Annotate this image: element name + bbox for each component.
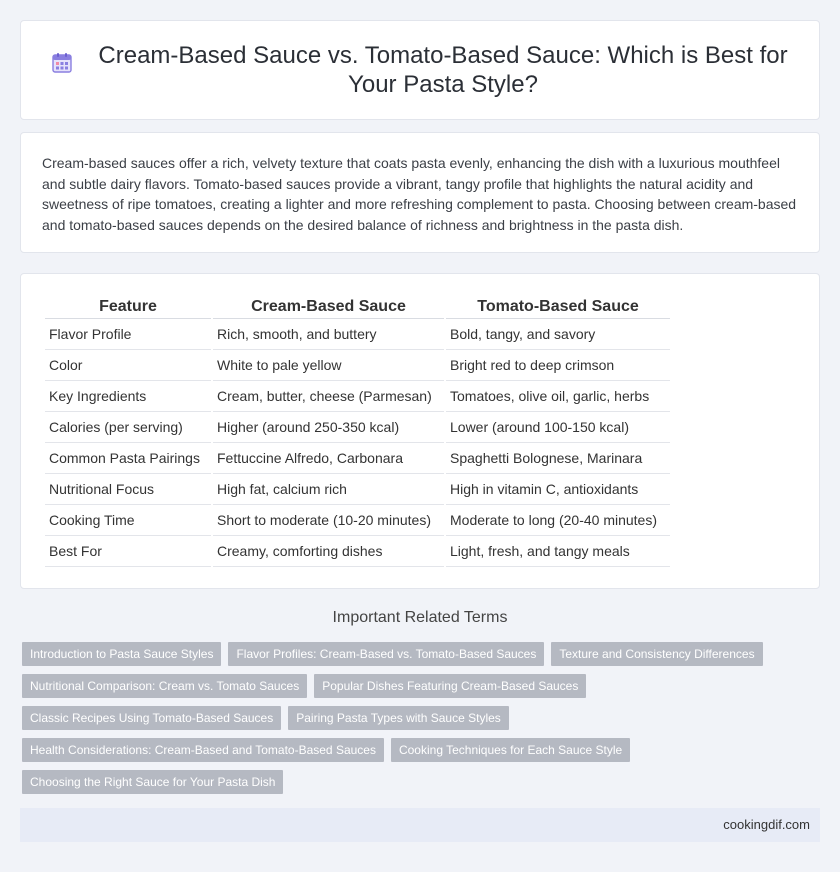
page-title: Cream-Based Sauce vs. Tomato-Based Sauce: Which is Best for Your Pasta Style? — [98, 42, 788, 98]
feature-cell: Best For — [45, 536, 211, 567]
table-row — [45, 350, 670, 381]
footer — [20, 808, 820, 842]
related-terms-heading: Important Related Terms — [332, 609, 508, 626]
cream-cell: White to pale yellow — [213, 350, 444, 381]
related-term-tag[interactable]: Texture and Consistency Differences — [551, 642, 762, 666]
intro-card — [20, 132, 820, 253]
comparison-table — [43, 295, 672, 567]
cream-cell: Higher (around 250-350 kcal) — [213, 412, 444, 443]
tomato-cell: Bold, tangy, and savory — [446, 319, 670, 350]
related-term-tag[interactable]: Introduction to Pasta Sauce Styles — [22, 642, 221, 666]
cream-cell: Fettuccine Alfredo, Carbonara — [213, 443, 444, 474]
header-feature: Feature — [45, 295, 211, 319]
header-cream: Cream-Based Sauce — [213, 295, 444, 319]
feature-cell: Calories (per serving) — [45, 412, 211, 443]
title-wrap — [50, 41, 790, 99]
tomato-cell: Light, fresh, and tangy meals — [446, 536, 670, 567]
feature-cell: Cooking Time — [45, 505, 211, 536]
tomato-cell: Spaghetti Bolognese, Marinara — [446, 443, 670, 474]
table-row — [45, 381, 670, 412]
related-term-tag[interactable]: Popular Dishes Featuring Cream-Based Sauces — [314, 674, 586, 698]
header-tomato: Tomato-Based Sauce — [446, 295, 670, 319]
footer-site-link[interactable]: cookingdif.com — [723, 817, 810, 832]
table-header-row — [45, 295, 670, 319]
related-term-tag[interactable]: Flavor Profiles: Cream-Based vs. Tomato-Based Sauces — [228, 642, 544, 666]
table-row — [45, 443, 670, 474]
tomato-cell: High in vitamin C, antioxidants — [446, 474, 670, 505]
related-term-tag[interactable]: Health Considerations: Cream-Based and Tomato-Based Sauces — [22, 738, 384, 762]
cream-cell: Rich, smooth, and buttery — [213, 319, 444, 350]
table-row — [45, 412, 670, 443]
cream-cell: Creamy, comforting dishes — [213, 536, 444, 567]
related-terms-list — [22, 642, 812, 794]
tomato-cell: Lower (around 100-150 kcal) — [446, 412, 670, 443]
intro-paragraph: Cream-based sauces offer a rich, velvety texture that coats pasta evenly, enhancing the dish with a luxurious mouthfeel and subtle dairy flavors. Tomato-based sauces provide a vibrant, tangy profile that highlights the natural acidity and sweetness of ripe tomatoes, creating a lighter and more refreshing complement to pasta. Choosing between cream-based and tomato-based sauces depends on the desired balance of richness and brightness in the pasta dish. — [42, 155, 797, 233]
cream-cell: Cream, butter, cheese (Parmesan) — [213, 381, 444, 412]
related-term-tag[interactable]: Choosing the Right Sauce for Your Pasta Dish — [22, 770, 283, 794]
cream-cell: Short to moderate (10-20 minutes) — [213, 505, 444, 536]
calendar-icon — [50, 51, 74, 75]
table-row — [45, 474, 670, 505]
related-term-tag[interactable]: Nutritional Comparison: Cream vs. Tomato Sauces — [22, 674, 307, 698]
feature-cell: Common Pasta Pairings — [45, 443, 211, 474]
table-row — [45, 536, 670, 567]
feature-cell: Color — [45, 350, 211, 381]
feature-cell: Flavor Profile — [45, 319, 211, 350]
comparison-card — [20, 273, 820, 589]
tomato-cell: Moderate to long (20-40 minutes) — [446, 505, 670, 536]
tomato-cell: Bright red to deep crimson — [446, 350, 670, 381]
title-card — [20, 20, 820, 120]
related-term-tag[interactable]: Classic Recipes Using Tomato-Based Sauces — [22, 706, 281, 730]
feature-cell: Nutritional Focus — [45, 474, 211, 505]
table-row — [45, 319, 670, 350]
feature-cell: Key Ingredients — [45, 381, 211, 412]
cream-cell: High fat, calcium rich — [213, 474, 444, 505]
related-term-tag[interactable]: Pairing Pasta Types with Sauce Styles — [288, 706, 509, 730]
related-term-tag[interactable]: Cooking Techniques for Each Sauce Style — [391, 738, 630, 762]
tomato-cell: Tomatoes, olive oil, garlic, herbs — [446, 381, 670, 412]
table-row — [45, 505, 670, 536]
